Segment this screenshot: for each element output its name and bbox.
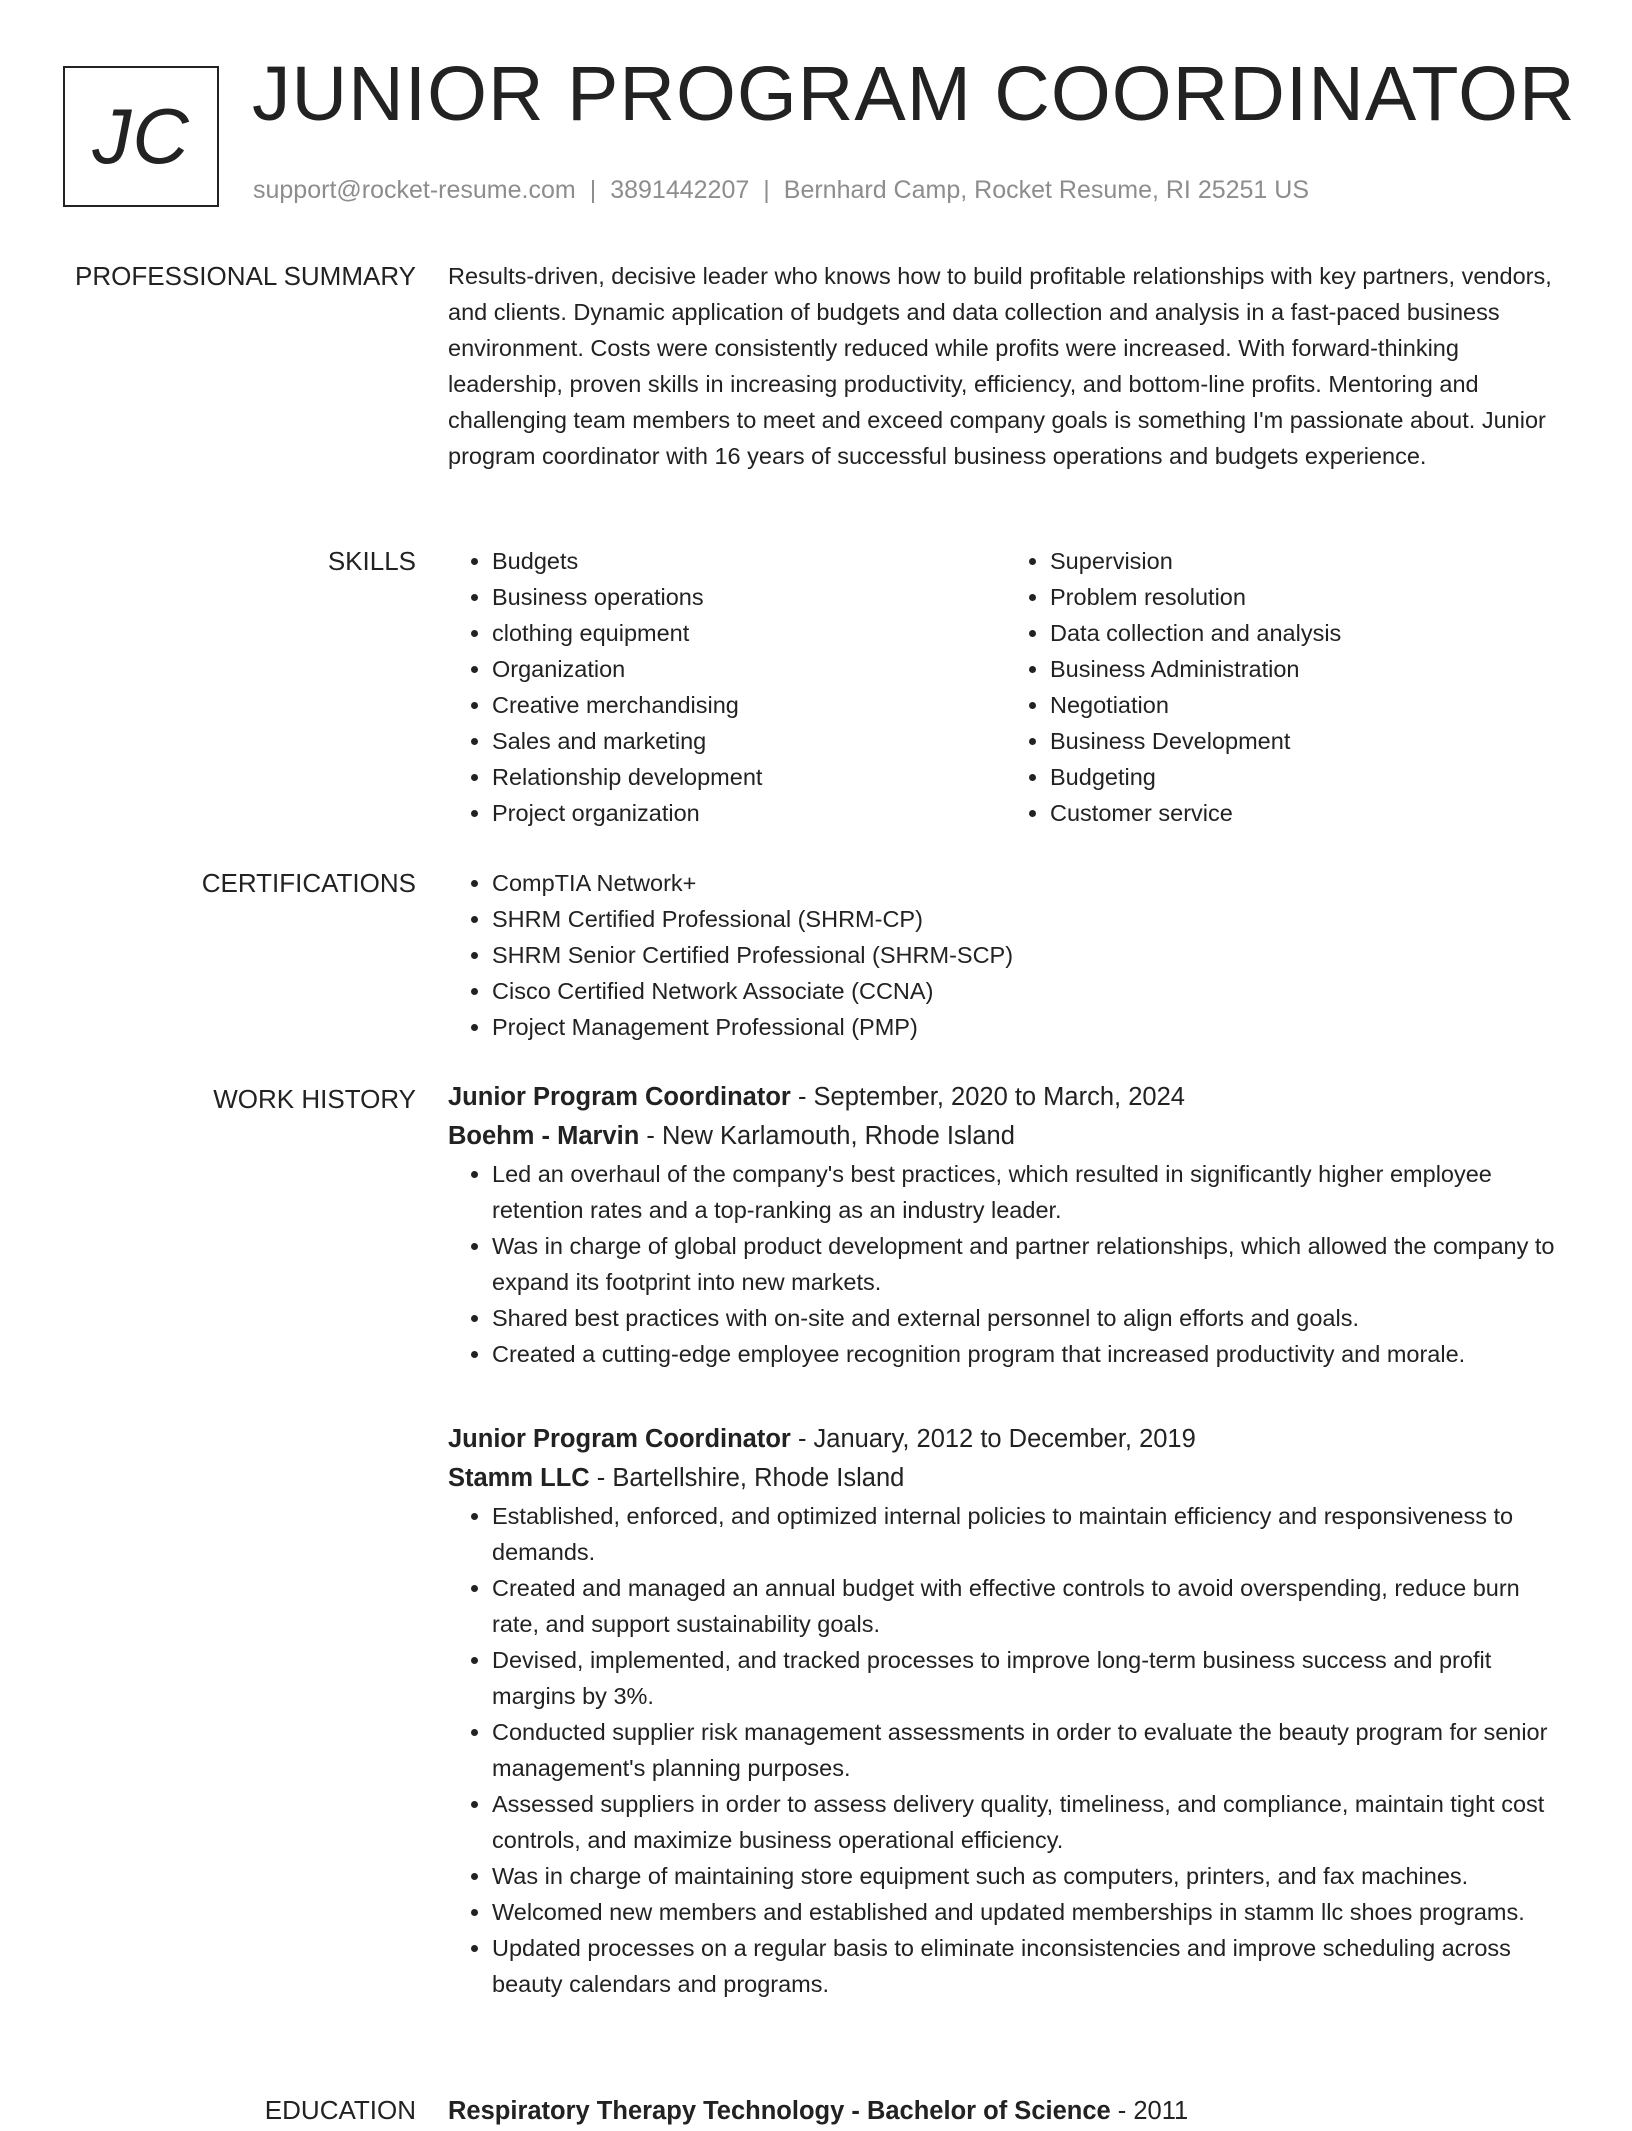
- contact-separator: |: [763, 176, 770, 204]
- job-bullet: • Established, enforced, and optimized internal policies to maintain efficiency and responsiveness to demands.: [492, 1498, 1564, 1570]
- job-company-line: [448, 1117, 1564, 1156]
- section-heading-education: EDUCATION: [264, 2095, 416, 2125]
- skill-item: • Project organization: [492, 795, 1006, 831]
- skills-list-right: [1006, 543, 1564, 831]
- education-degree: Respiratory Therapy Technology - Bachelor of Science: [448, 2097, 1111, 2125]
- skill-item: • Relationship development: [492, 759, 1006, 795]
- job-dates: - January, 2012 to December, 2019: [790, 1425, 1196, 1453]
- job-entry: [448, 1420, 1564, 2002]
- skill-item: • Creative merchandising: [492, 687, 1006, 723]
- contact-address: Bernhard Camp, Rocket Resume, RI 25251 US: [783, 176, 1310, 204]
- skills-body: [448, 543, 1564, 831]
- job-entry: [448, 1078, 1564, 1372]
- skill-item: • Budgeting: [1050, 759, 1564, 795]
- job-company-line: [448, 1459, 1564, 1498]
- job-bullet: • Updated processes on a regular basis to eliminate inconsistencies and improve scheduling across beauty calendars and programs.: [492, 1930, 1564, 2002]
- skill-item: • Business Administration: [1050, 651, 1564, 687]
- job-bullet: • Welcomed new members and established and updated memberships in stamm llc shoes programs.: [492, 1894, 1564, 1930]
- job-company: Boehm - Marvin: [448, 1122, 640, 1150]
- job-bullets: [448, 1156, 1564, 1372]
- resume-title: JUNIOR PROGRAM COORDINATOR: [252, 51, 1576, 137]
- job-title-line: [448, 1078, 1564, 1117]
- contact-line: [253, 176, 1309, 205]
- section-heading-work: WORK HISTORY: [213, 1084, 416, 1114]
- job-bullet: • Shared best practices with on-site and external personnel to align efforts and goals.: [492, 1300, 1564, 1336]
- job-bullet: • Created and managed an annual budget with effective controls to avoid overspending, reduce burn rate, and support sustainability goals.: [492, 1570, 1564, 1642]
- skill-item: • Supervision: [1050, 543, 1564, 579]
- skill-item: • Customer service: [1050, 795, 1564, 831]
- certification-item: • CompTIA Network+: [492, 865, 1564, 901]
- certification-item: • Project Management Professional (PMP): [492, 1009, 1564, 1045]
- job-title: Junior Program Coordinator: [448, 1425, 791, 1453]
- skill-item: • Organization: [492, 651, 1006, 687]
- skill-item: • Data collection and analysis: [1050, 615, 1564, 651]
- contact-separator: |: [589, 176, 597, 204]
- skill-item: • clothing equipment: [492, 615, 1006, 651]
- job-location: - New Karlamouth, Rhode Island: [639, 1122, 1015, 1150]
- job-bullets: [448, 1498, 1564, 2002]
- skill-item: • Budgets: [492, 543, 1006, 579]
- skill-item: • Problem resolution: [1050, 579, 1564, 615]
- job-location: - Bartellshire, Rhode Island: [589, 1464, 905, 1492]
- skill-item: • Negotiation: [1050, 687, 1564, 723]
- skills-columns: [448, 543, 1564, 831]
- section-heading-skills: SKILLS: [327, 546, 416, 576]
- job-bullet: • Created a cutting-edge employee recognition program that increased productivity and morale.: [492, 1336, 1564, 1372]
- job-dates: - September, 2020 to March, 2024: [790, 1083, 1185, 1111]
- skill-item: • Business operations: [492, 579, 1006, 615]
- job-title-line: [448, 1420, 1564, 1459]
- certifications-body: [448, 865, 1564, 1045]
- monogram-logo: JC: [63, 66, 219, 207]
- summary-text: Results-driven, decisive leader who knows how to build profitable relationships with key partners, vendors, and clients. Dynamic application of budgets and data collection and analysis in a fast-paced business environment. Costs were consistently reduced while profits were increased. With forward-thinking leadership, proven skills in increasing productivity, efficiency, and bottom-line profits. Mentoring and challenging team members to meet and exceed company goals is something I'm passionate about. Junior program coordinator with 16 years of successful business operations and budgets experience.: [448, 263, 1552, 469]
- certification-item: • SHRM Certified Professional (SHRM-CP): [492, 901, 1564, 937]
- certification-item: • SHRM Senior Certified Professional (SHRM-SCP): [492, 937, 1564, 973]
- skills-list-left: [448, 543, 1006, 831]
- section-heading-certifications: CERTIFICATIONS: [201, 868, 416, 898]
- job-title: Junior Program Coordinator: [448, 1083, 791, 1111]
- certifications-list: [448, 865, 1564, 1045]
- education-year: - 2011: [1110, 2097, 1189, 2125]
- skill-item: • Business Development: [1050, 723, 1564, 759]
- job-bullet: • Was in charge of global product development and partner relationships, which allowed the company to expand its footprint into new markets.: [492, 1228, 1564, 1300]
- section-heading-summary: PROFESSIONAL SUMMARY: [75, 261, 416, 291]
- contact-phone[interactable]: 3891442207: [610, 176, 750, 204]
- job-bullet: • Devised, implemented, and tracked processes to improve long-term business success and profit margins by 3%.: [492, 1642, 1564, 1714]
- job-bullet: • Assessed suppliers in order to assess delivery quality, timeliness, and compliance, maintain tight cost controls, and maximize business operational efficiency.: [492, 1786, 1564, 1858]
- skill-item: • Sales and marketing: [492, 723, 1006, 759]
- job-bullet: • Was in charge of maintaining store equipment such as computers, printers, and fax machines.: [492, 1858, 1564, 1894]
- certification-item: • Cisco Certified Network Associate (CCNA): [492, 973, 1564, 1009]
- contact-email[interactable]: support@rocket-resume.com: [253, 176, 576, 204]
- job-company: Stamm LLC: [448, 1464, 590, 1492]
- job-bullet: • Led an overhaul of the company's best practices, which resulted in significantly higher employee retention rates and a top-ranking as an industry leader.: [492, 1156, 1564, 1228]
- job-bullet: • Conducted supplier risk management assessments in order to evaluate the beauty program for senior management's planning purposes.: [492, 1714, 1564, 1786]
